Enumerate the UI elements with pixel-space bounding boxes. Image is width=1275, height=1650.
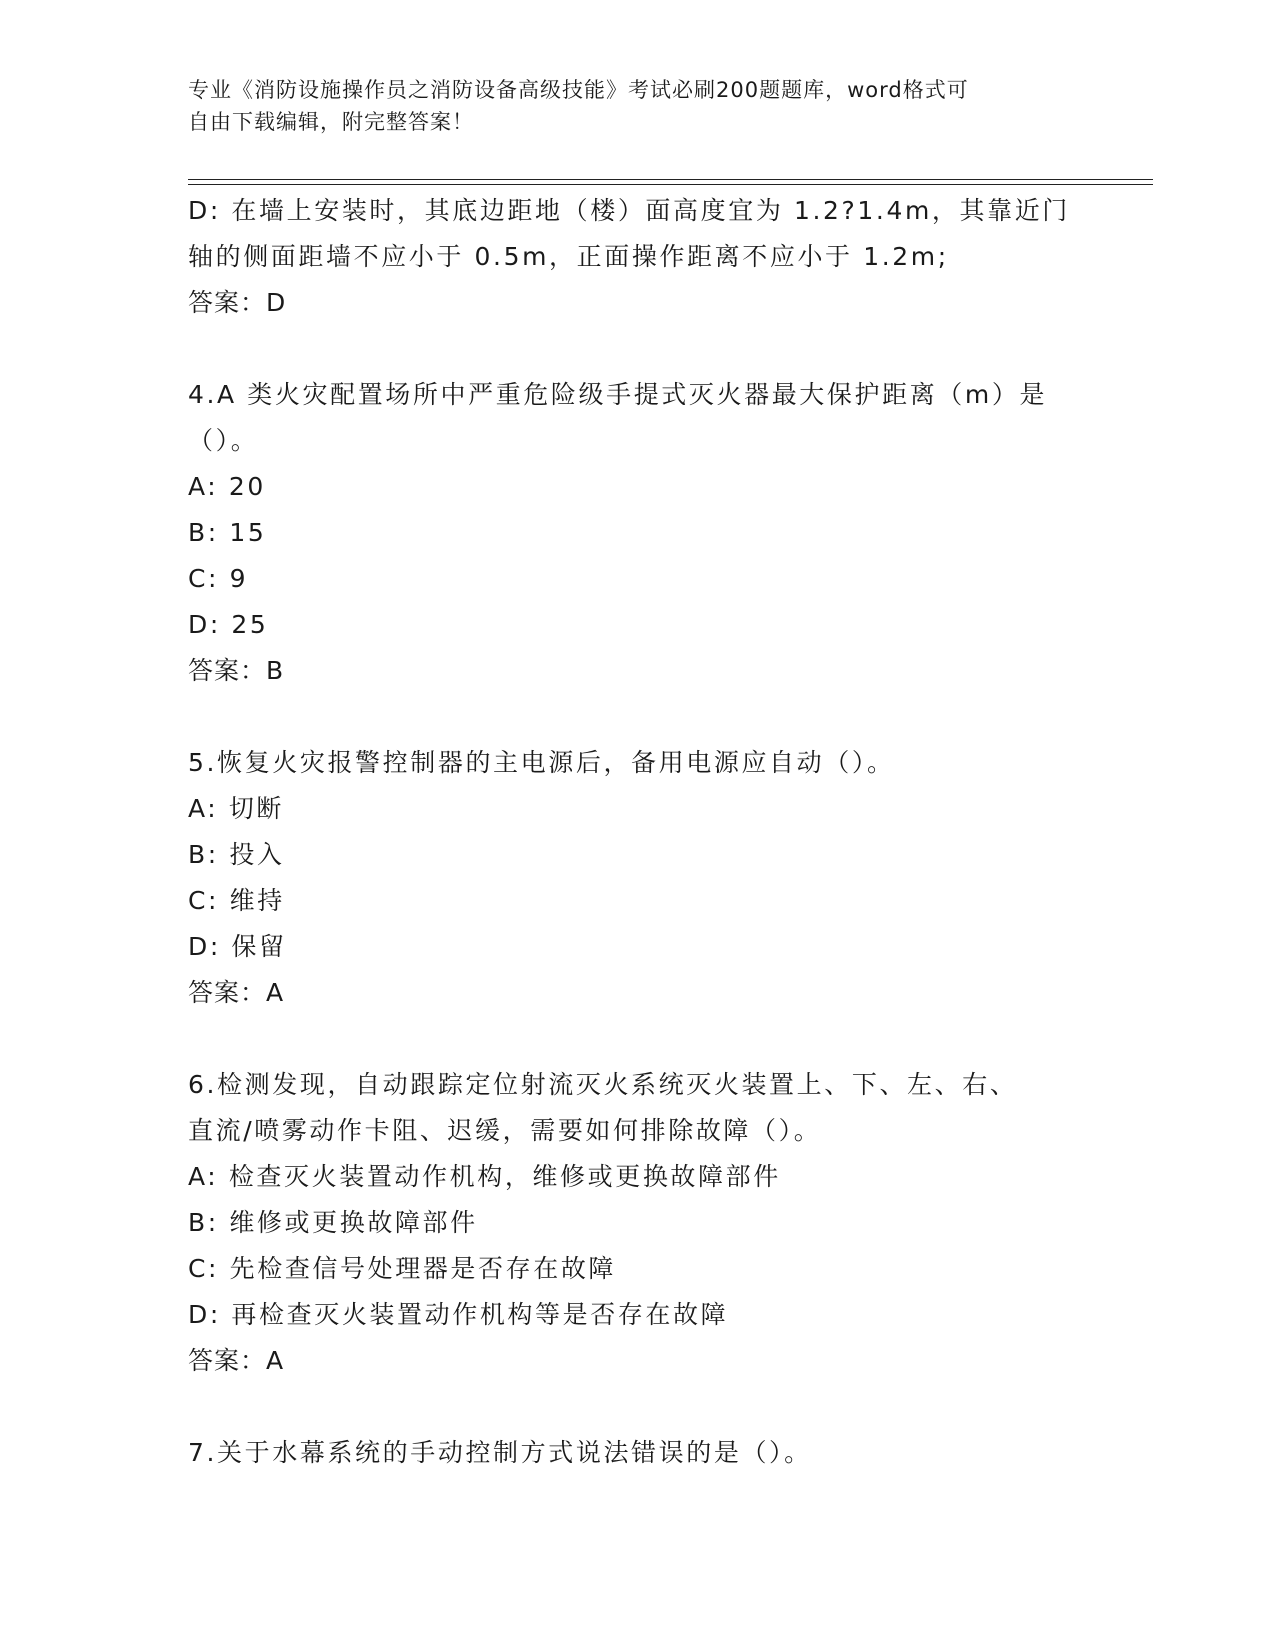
spacer: [188, 1016, 1088, 1062]
question-stem-continued: 直流/喷雾动作卡阻、迟缓，需要如何排除故障（）。: [188, 1116, 822, 1145]
option-b: B: 投入: [188, 840, 285, 869]
document-header: [188, 74, 1068, 138]
question-stem: 4.A 类火灾配置场所中严重危险级手提式灭火器最大保护距离（m）是: [188, 380, 1048, 409]
option-a: A: 20: [188, 472, 266, 501]
header-line-1: 专业《消防设施操作员之消防设备高级技能》考试必刷200题题库，word格式可: [188, 78, 969, 102]
question-stem: 6.检测发现，自动跟踪定位射流灭火系统灭火装置上、下、左、右、: [188, 1070, 1018, 1099]
spacer: [188, 1384, 1088, 1430]
option-b: B: 维修或更换故障部件: [188, 1208, 478, 1237]
answer: 答案：D: [188, 288, 287, 317]
option-a: A: 检查灭火装置动作机构，维修或更换故障部件: [188, 1162, 781, 1191]
question-7: [188, 1430, 1088, 1476]
header-divider-top: [188, 179, 1153, 180]
spacer: [188, 326, 1088, 372]
question-list: [188, 188, 1088, 1476]
option-a: A: 切断: [188, 794, 285, 823]
spacer: [188, 694, 1088, 740]
option-d: D: 25: [188, 610, 269, 639]
question-stem: 7.关于水幕系统的手动控制方式说法错误的是（）。: [188, 1438, 812, 1467]
question-4: [188, 372, 1088, 694]
answer: 答案：B: [188, 656, 285, 685]
option-d: D: 再检查灭火装置动作机构等是否存在故障: [188, 1300, 729, 1329]
option-d: D: 保留: [188, 932, 287, 961]
option-c: C: 先检查信号处理器是否存在故障: [188, 1254, 617, 1283]
question-5: [188, 740, 1088, 1016]
question-stem: 5.恢复火灾报警控制器的主电源后，备用电源应自动（）。: [188, 748, 895, 777]
question-3-tail: [188, 188, 1088, 326]
question-stem-continued: （）。: [188, 426, 259, 455]
option-d: D: 在墙上安装时，其底边距地（楼）面高度宜为 1.2?1.4m，其靠近门: [188, 196, 1070, 225]
option-c: C: 9: [188, 564, 249, 593]
option-d-continued: 轴的侧面距墙不应小于 0.5m，正面操作距离不应小于 1.2m;: [188, 242, 949, 271]
answer: 答案：A: [188, 1346, 285, 1375]
header-line-2: 自由下载编辑，附完整答案！: [188, 110, 474, 134]
answer: 答案：A: [188, 978, 285, 1007]
header-divider-bottom: [188, 184, 1153, 185]
option-b: B: 15: [188, 518, 267, 547]
question-6: [188, 1062, 1088, 1384]
option-c: C: 维持: [188, 886, 285, 915]
